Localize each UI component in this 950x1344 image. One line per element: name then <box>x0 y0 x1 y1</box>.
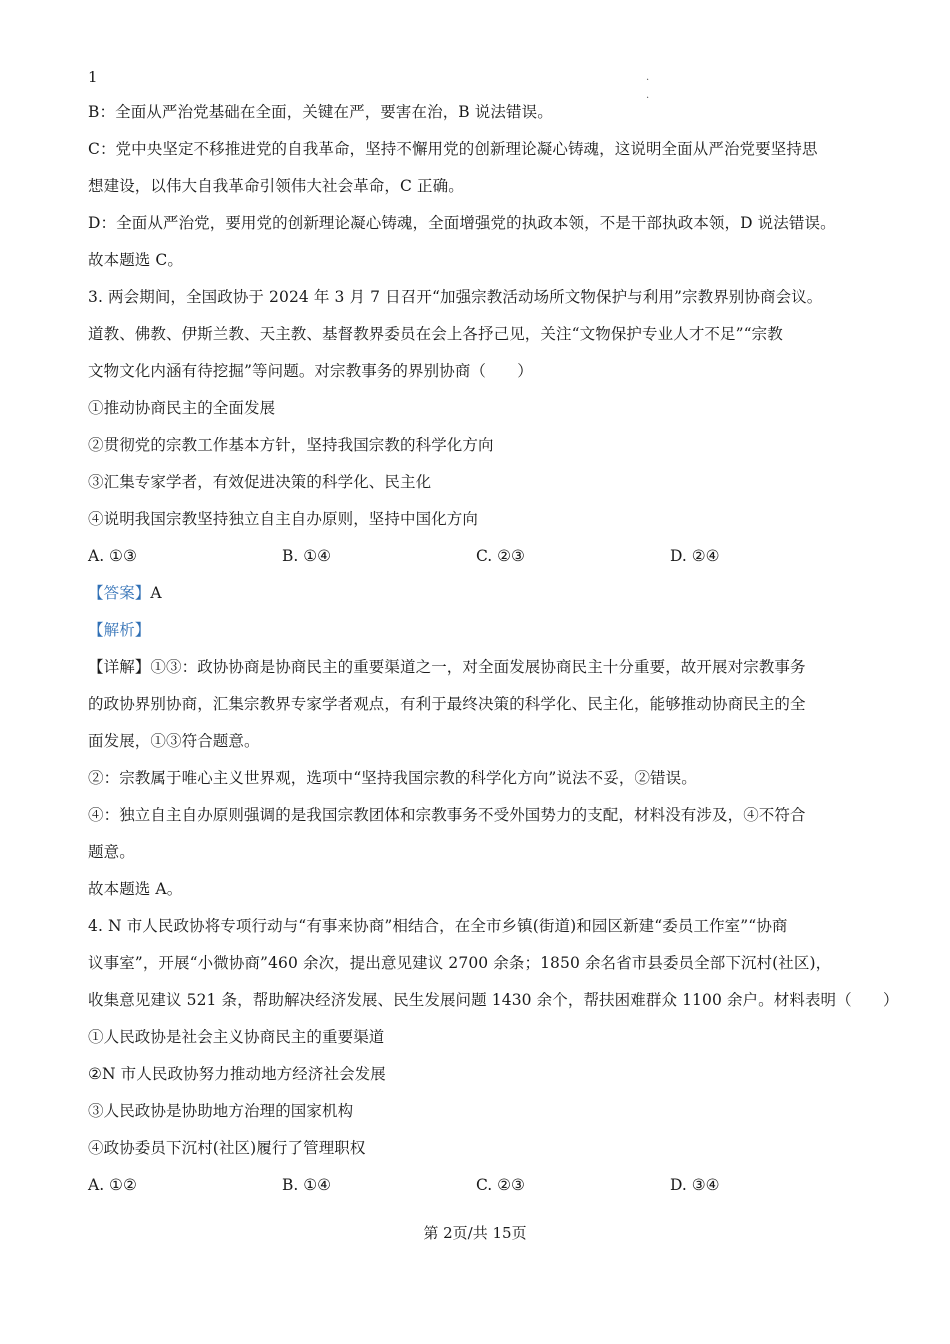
scan-mark: . <box>646 90 650 101</box>
scan-mark: . <box>646 72 650 83</box>
q3-detail: ②：宗教属于唯心主义世界观，选项中“坚持我国宗教的科学化方向”说法不妥，②错误。 <box>88 769 697 787</box>
q4-option-a: A. ①② <box>88 1176 137 1194</box>
q2-option-b-analysis: B：全面从严治党基础在全面，关键在严，要害在治，B 说法错误。 <box>88 103 553 121</box>
q3-item-4: ④说明我国宗教坚持独立自主自办原则，坚持中国化方向 <box>88 510 479 528</box>
page-footer: 第 2页/共 15页 <box>423 1224 527 1242</box>
q3-option-a: A. ①③ <box>88 547 137 565</box>
q3-detail: 的政协界别协商，汇集宗教界专家学者观点，有利于最终决策的科学化、民主化，能够推动协商民主的全 <box>88 695 806 713</box>
analysis-tag: 【解析】 <box>88 621 151 639</box>
q3-item-2: ②贯彻党的宗教工作基本方针，坚持我国宗教的科学化方向 <box>88 436 494 454</box>
q3-stem: 3. 两会期间，全国政协于 2024 年 3 月 7 日召开“加强宗教活动场所文物保护与利用”宗教界别协商会议。 <box>88 288 823 306</box>
q3-detail: 【详解】①③：政协协商是协商民主的重要渠道之一，对全面发展协商民主十分重要，故开展对宗教事务 <box>88 658 806 676</box>
q3-answer <box>88 575 864 612</box>
q3-item-1: ①推动协商民主的全面发展 <box>88 399 276 417</box>
q4-stem: 议事室”，开展“小微协商”460 余次，提出意见建议 2700 余条；1850 余名省市县委员全部下沉村(社区)， <box>88 954 832 972</box>
q4-option-b: B. ①④ <box>282 1176 332 1194</box>
q3-item-3: ③汇集专家学者，有效促进决策的科学化、民主化 <box>88 473 432 491</box>
q3-stem: 文物文化内涵有待挖掘”等问题。对宗教事务的界别协商（ ） <box>88 362 533 380</box>
answer-value: A <box>150 584 162 602</box>
q4-stem: 4. N 市人民政协将专项行动与“有事来协商”相结合，在全市乡镇(街道)和园区新建“委员工作室”“协商 <box>88 917 788 935</box>
q2-option-d-analysis: D：全面从严治党，要用党的创新理论凝心铸魂，全面增强党的执政本领，不是干部执政本领，D 说法错误。 <box>88 214 836 232</box>
q3-option-b: B. ①④ <box>282 547 332 565</box>
q4-item-1: ①人民政协是社会主义协商民主的重要渠道 <box>88 1028 385 1046</box>
q3-option-d: D. ②④ <box>670 547 720 565</box>
q3-conclusion: 故本题选 A。 <box>88 880 183 898</box>
q3-stem: 道教、佛教、伊斯兰教、天主教、基督教界委员在会上各抒己见，关注“文物保护专业人才不足”“宗教 <box>88 325 783 343</box>
q4-option-d: D. ③④ <box>670 1176 720 1194</box>
q3-option-c: C. ②③ <box>476 547 525 565</box>
q2-option-c-analysis: C：党中央坚定不移推进党的自我革命，坚持不懈用党的创新理论凝心铸魂，这说明全面从严治党要坚持思 <box>88 140 818 158</box>
q2-option-c-analysis-cont: 想建设，以伟大自我革命引领伟大社会革命，C 正确。 <box>88 177 464 195</box>
q3-detail: 题意。 <box>88 843 135 861</box>
q4-stem: 收集意见建议 521 条，帮助解决经济发展、民生发展问题 1430 余个，帮扶困难群众 1100 余户。材料表明（ ） <box>88 991 899 1009</box>
q3-detail: 面发展，①③符合题意。 <box>88 732 260 750</box>
page-content <box>88 94 899 1204</box>
q4-options <box>88 1167 864 1204</box>
answer-tag: 【答案】 <box>88 584 151 602</box>
q2-conclusion: 故本题选 C。 <box>88 251 183 269</box>
q4-item-4: ④政协委员下沉村(社区)履行了管理职权 <box>88 1139 366 1157</box>
q4-item-2: ②N 市人民政协努力推动地方经济社会发展 <box>88 1065 386 1083</box>
page-top-number: 1 <box>88 68 98 86</box>
q3-options <box>88 538 864 575</box>
q4-option-c: C. ②③ <box>476 1176 525 1194</box>
q4-item-3: ③人民政协是协助地方治理的国家机构 <box>88 1102 354 1120</box>
q3-detail: ④：独立自主自办原则强调的是我国宗教团体和宗教事务不受外国势力的支配，材料没有涉及，④不符合 <box>88 806 806 824</box>
